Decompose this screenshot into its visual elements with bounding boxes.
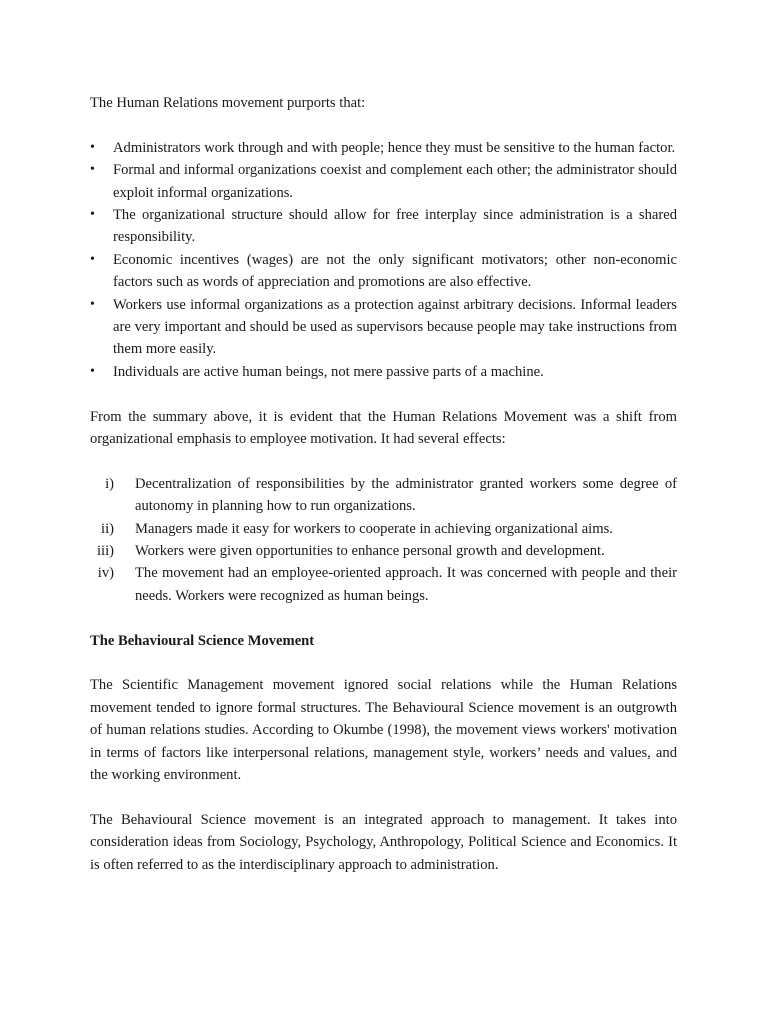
effects-list [90,473,677,607]
bullet-icon: • [90,162,95,178]
list-item-text: Individuals are active human beings, not mere passive parts of a machine. [113,363,544,380]
list-item-text: Decentralization of responsibilities by the administrator granted workers some degree of autonomy in planning how to run organizations. [135,475,677,515]
intro-paragraph: The Human Relations movement purports that: [90,95,366,111]
list-item-text: Economic incentives (wages) are not the only significant motivators; other non-economic factors such as words of appreciation and promotions are also effective. [113,251,677,291]
bullet-icon: • [90,363,95,379]
summary-paragraph: From the summary above, it is evident that the Human Relations Movement was a shift from organizational emphasis to employee motivation. It had several effects: [90,408,677,448]
list-item-text: Workers were given opportunities to enhance personal growth and development. [135,543,605,560]
list-item-text: The organizational structure should allow for free interplay since administration is a shared responsibility. [113,207,677,246]
list-number: iii) [96,543,114,560]
bullet-icon: • [90,139,95,155]
list-item [90,249,677,294]
list-item [90,473,677,518]
list-item [90,204,677,249]
list-number: i) [105,475,114,492]
list-item-text: Workers use informal organizations as a protection against arbitrary decisions. Informal leaders are very important and should be used as supervisors because people may take instructions from them more easily. [113,296,677,358]
bullet-icon: • [90,251,95,267]
list-item [90,159,677,204]
list-item [90,361,677,383]
list-item-text: Formal and informal organizations coexist and complement each other; the administrator should exploit informal organizations. [113,162,677,201]
bullet-icon: • [90,207,95,223]
list-number: iv) [97,565,114,582]
document-page [90,92,677,899]
list-number: ii) [101,520,114,537]
principles-list [90,137,677,383]
list-item [90,562,677,607]
bullet-icon: • [90,296,95,312]
list-item-text: Managers made it easy for workers to cooperate in achieving organizational aims. [135,520,613,537]
list-item [90,518,677,540]
list-item-text: The movement had an employee-oriented approach. It was concerned with people and their needs. Workers were recognized as human beings. [135,565,677,604]
list-item [90,137,677,159]
body-paragraph: The Scientific Management movement ignored social relations while the Human Relations movement tended to ignore formal structures. The Behavioural Science movement is an outgrowth of human relations studies. According to Okumbe (1998), the movement views workers' motivation in terms of factors like interpersonal relations, management style, workers’ needs and values, and the working environment. [90,677,677,784]
section-heading: The Behavioural Science Movement [90,632,315,649]
body-paragraph: The Behavioural Science movement is an integrated approach to management. It takes into consideration ideas from Sociology, Psychology, Anthropology, Political Science and Economics. It is often referred to as the interdisciplinary approach to administration. [90,811,677,873]
list-item [90,540,677,562]
list-item [90,294,677,361]
list-item-text: Administrators work through and with people; hence they must be sensitive to the human factor. [113,139,676,156]
